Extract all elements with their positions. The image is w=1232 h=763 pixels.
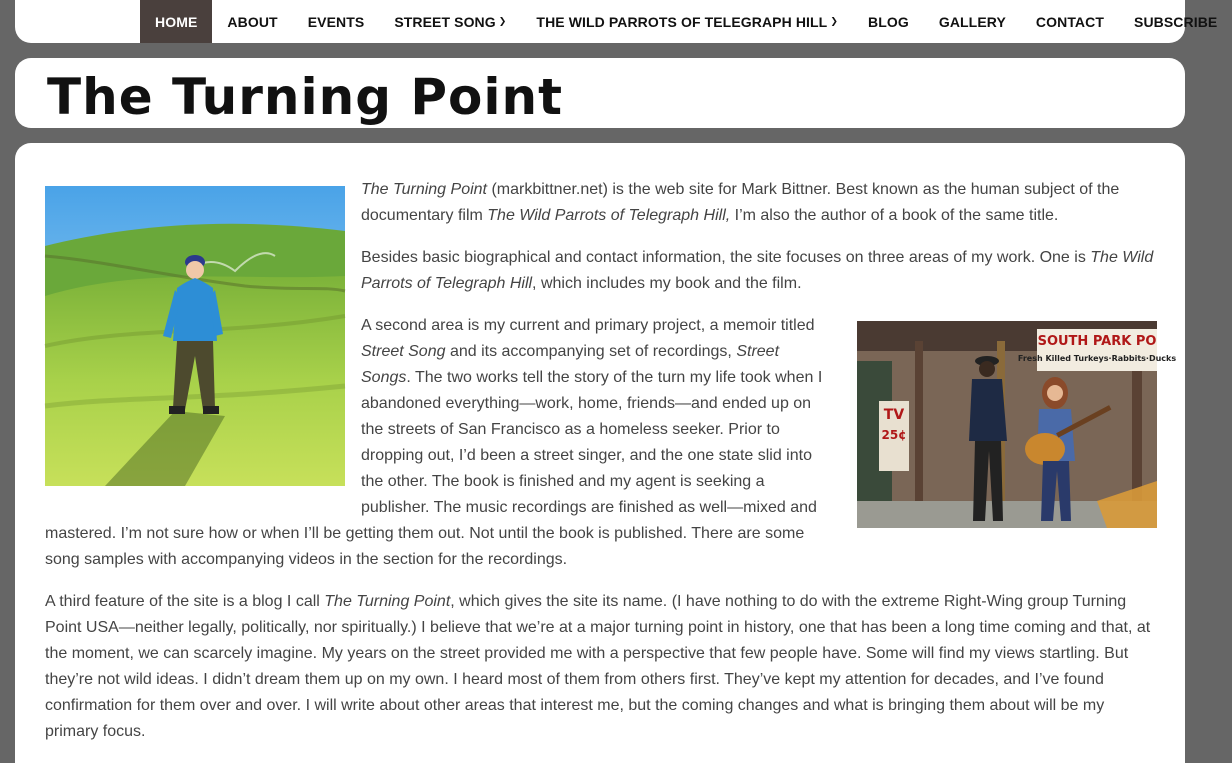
nav-subscribe[interactable]	[1119, 0, 1232, 43]
nav-about-label: ABOUT	[227, 13, 278, 30]
nav-contact-label: CONTACT	[1035, 13, 1105, 30]
main-content	[15, 143, 1185, 763]
memoir-text-mid: and its accompanying set of recordings,	[445, 343, 737, 360]
focus-text: Besides basic biographical and contact information, the site focuses on three areas of my work. One is	[361, 249, 1091, 266]
nav-wild-parrots-label: THE WILD PARROTS OF TELEGRAPH HILL	[536, 13, 828, 30]
nav-wild-parrots[interactable]	[521, 0, 853, 43]
nav-gallery[interactable]	[924, 0, 1021, 43]
blog-paragraph	[45, 589, 1157, 745]
intro-text: (markbittner.net) is the web site for Mark Bittner. Best known as the human subject of the documentary film	[361, 181, 1120, 224]
photo-hiker-on-hill	[45, 186, 345, 486]
shop-sign-subtext: Fresh Killed Turkeys·Rabbits·Ducks	[1017, 354, 1177, 363]
nav-blog[interactable]	[853, 0, 924, 43]
nav-subscribe-label: SUBSCRIBE	[1134, 13, 1218, 30]
tv-price: 25¢	[881, 428, 907, 442]
photo-street-musicians	[857, 321, 1177, 528]
nav-about[interactable]	[212, 0, 292, 43]
film-title-italic: The Wild Parrots of Telegraph Hill,	[487, 207, 731, 224]
nav-gallery-label: GALLERY	[938, 13, 1006, 30]
nav-events[interactable]	[293, 0, 380, 43]
site-title[interactable]: The Turning Point	[47, 68, 564, 126]
blog-text-end: , which gives the site its name. (I have nothing to do with the extreme Right-Wing group Turning Point USA—neither legally, politically, nor spiritually.) I believe that we’re at a major turning point in history, one that has been a long time coming and that, at the moment, we can scarcely imagine. My years on the street provided me with a perspective that few people have. Some will find my views startling. But they’re not wild ideas. I didn’t dream them up on my own. I heard most of them from others first. They’ve kept my attention for decades, and I’ve found confirmation for them over and over. I will write about other areas that interest me, but the coming changes and what is bringing them about will be my primary focus.	[45, 593, 1151, 740]
article-body	[45, 177, 1177, 761]
street-photo-image	[857, 321, 1177, 528]
blog-text: A third feature of the site is a blog I call	[45, 593, 325, 610]
nav-blog-label: BLOG	[867, 13, 909, 30]
nav-street-song[interactable]	[379, 0, 521, 43]
main-menu	[140, 0, 1232, 43]
nav-events-label: EVENTS	[307, 13, 365, 30]
memoir-text: A second area is my current and primary project, a memoir titled	[361, 317, 815, 334]
intro-text-end: I’m also the author of a book of the same title.	[730, 207, 1059, 224]
chevron-down-icon: ❯	[830, 16, 838, 26]
nav-contact[interactable]	[1021, 0, 1119, 43]
nav-street-song-label: STREET SONG	[394, 13, 496, 30]
recordings-title-italic: Street Songs	[361, 343, 780, 386]
parrots-title-italic: The Wild Parrots of Telegraph Hill	[361, 249, 1154, 292]
tv-sign: TV	[883, 407, 905, 423]
nav-home[interactable]	[140, 0, 212, 43]
shop-sign: SOUTH PARK PO	[1037, 334, 1157, 349]
site-header	[15, 58, 1185, 128]
focus-text-end: , which includes my book and the film.	[532, 275, 802, 292]
top-navbar	[15, 0, 1218, 43]
blog-title-italic: The Turning Point	[324, 593, 451, 610]
site-name-italic: The Turning Point	[361, 181, 487, 198]
chevron-down-icon: ❯	[498, 16, 507, 26]
memoir-title-italic: Street Song	[361, 343, 446, 360]
memoir-text-end: . The two works tell the story of the turn my life took when I abandoned everything—work, home, friends—and ended up on the streets of San Francisco as a homeless seeker. Prior to dropping out, I’d been a street singer, and the one state slid into the other. The book is finished and my agent is seeking a publisher. The music recordings are finished as well—mixed and mastered. I’m not sure how or when I’ll be getting them out. Not until the book is published. There are some song samples with accompanying videos in the section for the recordings.	[45, 369, 823, 568]
nav-home-label: HOME	[155, 13, 198, 30]
hiker-photo-image	[45, 186, 345, 486]
